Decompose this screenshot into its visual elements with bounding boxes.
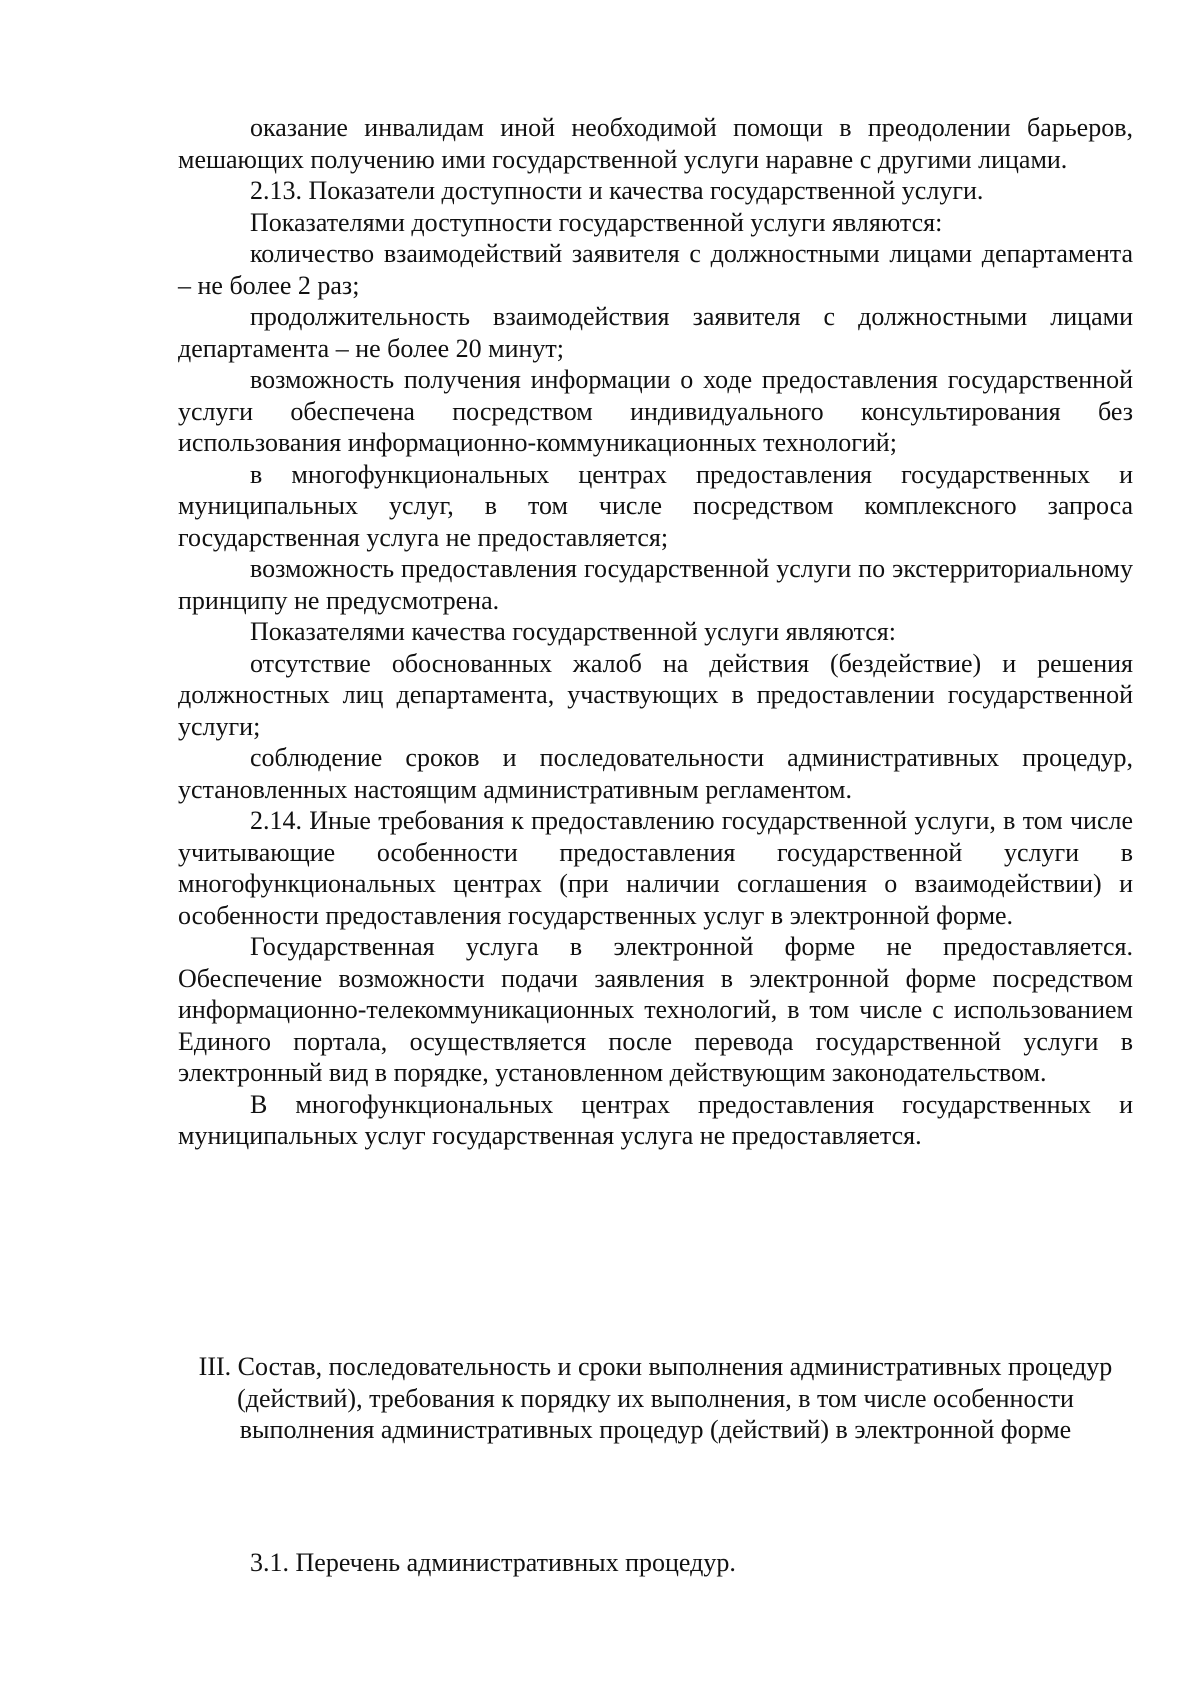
paragraph-2-13-title: 2.13. Показатели доступности и качества государственной услуги.	[250, 176, 984, 205]
paragraph-no-complaints: отсутствие обоснованных жалоб на действия (бездействие) и решения должностных лиц департамента, участвующих в предоставлении государственной услуги;	[178, 648, 1133, 741]
paragraph-interaction-duration: продолжительность взаимодействия заявителя с должностными лицами департамента – не более 20 минут;	[178, 302, 1133, 363]
paragraph-mfc-not-provided: в многофункциональных центрах предоставления государственных и муниципальных услуг, в том числе посредством комплексного запроса государственная услуга не предоставляется;	[178, 459, 1133, 552]
paragraph-electronic-form: Государственная услуга в электронной форме не предоставляется. Обеспечение возможности подачи заявления в электронной форме посредством информационно-телекоммуникационных технологий, в том числе с использованием Единого портала, осуществляется после перевода государственной услуги в электронный вид в порядке, установленном действующим законодательством.	[178, 932, 1133, 1087]
paragraph-2-14-title: 2.14. Иные требования к предоставлению государственной услуги, в том числе учитывающие особенности предоставления государственной услуги в многофункциональных центрах (при наличии соглашения о взаимодействии) и особенности предоставления государственных услуг в электронной форме.	[178, 806, 1133, 930]
section-heading-iii: III. Состав, последовательность и сроки выполнения административных процедур (действий), требования к порядку их выполнения, в том числе особенности выполнения административных процедур (действий) в электронной форме	[198, 1352, 1113, 1444]
paragraph-quality-indicators: Показателями качества государственной услуги являются:	[250, 617, 896, 646]
paragraph-mfc-summary: В многофункциональных центрах предоставления государственных и муниципальных услуг государственная услуга не предоставляется.	[178, 1089, 1133, 1150]
paragraph-accessibility-assistance: оказание инвалидам иной необходимой помощи в преодолении барьеров, мешающих получению ими государственной услуги наравне с другими лицами.	[178, 113, 1133, 174]
paragraph-deadlines: соблюдение сроков и последовательности административных процедур, установленных настоящим административным регламентом.	[178, 743, 1133, 804]
document-body	[178, 112, 1133, 1152]
paragraph-information-possibility: возможность получения информации о ходе предоставления государственной услуги обеспечена посредством индивидуального консультирования без использования информационно-коммуникационных технологий;	[178, 365, 1133, 457]
paragraph-interaction-count: количество взаимодействий заявителя с должностными лицами департамента – не более 2 раз;	[178, 239, 1133, 300]
paragraph-accessibility-indicators: Показателями доступности государственной услуги являются:	[250, 207, 943, 237]
paragraph-extraterritorial: возможность предоставления государственной услуги по экстерриториальному принципу не предусмотрена.	[178, 554, 1133, 615]
subsection-3-1: 3.1. Перечень административных процедур.	[250, 1548, 736, 1577]
